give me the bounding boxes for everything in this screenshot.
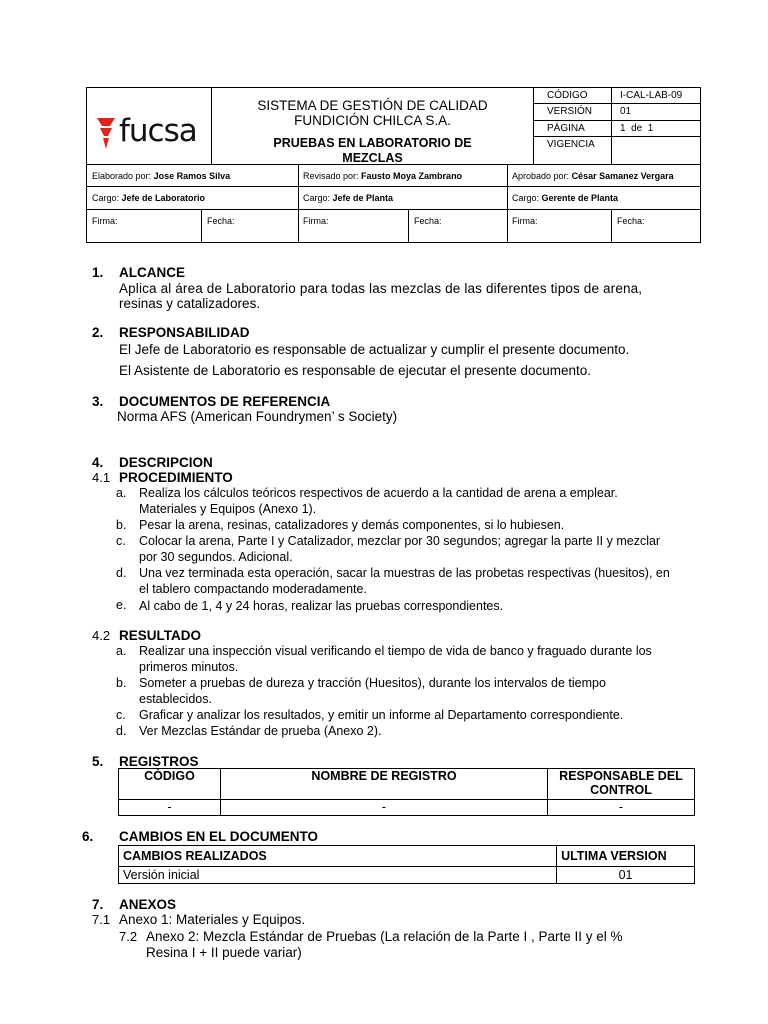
list-item: Someter a pruebas de dureza y tracción (Huesitos), durante los intervalos de tiempo [139,676,606,690]
table-cell: Versión inicial [119,867,557,884]
list-item: Realiza los cálculos teóricos respectivos de acuerdo a la cantidad de arena a emplear. [139,486,618,500]
document-title [212,136,533,166]
cargo-value: Gerente de Planta [541,193,619,203]
meta-validity-label: VIGENCIA [547,139,595,150]
section-title: DESCRIPCION [119,455,213,470]
list-item: primeros minutos. [139,660,239,674]
cargo-2 [303,193,393,203]
list-item: Una vez terminada esta operación, sacar la muestras de las probetas respectivas (huesitos), en [139,566,670,580]
list-item: Al cabo de 1, 4 y 24 horas, realizar las pruebas correspondientes. [139,599,504,613]
list-marker: c. [116,708,126,722]
subsection-title: RESULTADO [119,628,201,643]
list-item: Materiales y Equipos (Anexo 1). [139,502,317,516]
annex-number: 7.2 [119,929,138,944]
section-title: CAMBIOS EN EL DOCUMENTO [119,829,319,844]
table-header-row [119,846,695,867]
changes-table [118,845,695,884]
annex-text: Anexo 1: Materiales y Equipos. [119,912,306,927]
section-number: 7. [92,897,104,912]
section-number: 3. [92,394,104,409]
column-header-code: CÓDIGO [119,769,221,800]
prepared-by-label: Elaborado por: [92,171,152,181]
section-number: 2. [92,325,104,340]
list-item: establecidos. [139,692,212,706]
section-number: 5. [92,754,104,769]
subsection-title: PROCEDIMIENTO [119,470,233,485]
list-marker: a. [116,486,127,500]
list-marker: b. [116,676,127,690]
table-header-row [119,769,695,800]
section-text: Aplica al área de Laboratorio para todas las mezclas de las diferentes tipos de arena, [119,281,643,296]
system-title-line1: SISTEMA DE GESTIÓN DE CALIDAD [257,98,488,113]
meta-code-label: CÓDIGO [547,90,588,101]
list-marker: a. [116,644,127,658]
cargo-value: Jefe de Laboratorio [121,193,206,203]
system-title-line2: FUNDICIÓN CHILCA S.A. [294,113,451,128]
document-title-line1: PRUEBAS EN LABORATORIO DE [273,136,472,150]
section-text: El Asistente de Laboratorio es responsable de ejecutar el presente documento. [119,363,592,378]
section-number: 4. [92,455,104,470]
list-marker: d. [116,566,127,580]
reviewed-by [303,171,462,181]
list-item: por 30 segundos. Adicional. [139,550,293,564]
prepared-by-name: Jose Ramos Silva [153,171,231,181]
table-cell: - [221,800,548,816]
list-marker: c. [116,534,126,548]
date-field-label: Fecha: [207,216,235,226]
signature-field-label: Firma: [303,216,329,226]
reviewed-by-label: Revisado por: [303,171,359,181]
logo-text: fucsa [119,113,197,149]
table-cell: - [119,800,221,816]
list-item: el tablero compactando moderadamente. [139,582,367,596]
column-header-last-version: ULTIMA VERSION [557,846,695,867]
prepared-by [92,171,230,181]
table-row [119,867,695,884]
approved-by-label: Aprobado por: [512,171,570,181]
list-item: Realizar una inspección visual verificando el tiempo de vida de banco y fraguado durante los [139,644,652,658]
meta-code-value: I-CAL-LAB-09 [620,90,683,101]
section-title: RESPONSABILIDAD [119,325,250,340]
approved-by [512,171,674,181]
approved-by-name: César Samanez Vergara [571,171,674,181]
cargo-label: Cargo: [512,193,540,203]
section-title: ALCANCE [119,265,185,280]
system-title [212,98,533,128]
date-field-label: Fecha: [414,216,442,226]
list-marker: d. [116,724,127,738]
records-table [118,768,695,816]
section-text: Norma AFS (American Foundrymen’ s Society) [117,409,398,424]
list-item: Colocar la arena, Parte I y Catalizador, mezclar por 30 segundos; agregar la parte II y mezclar [139,534,661,548]
cargo-label: Cargo: [92,193,120,203]
cargo-value: Jefe de Planta [332,193,394,203]
cargo-1 [92,193,205,203]
meta-page-value: 1 de 1 [620,123,654,134]
subsection-number: 4.2 [92,628,111,643]
section-text: resinas y catalizadores. [119,296,261,311]
list-marker: e. [116,598,127,612]
meta-page-label: PÁGINA [547,123,585,134]
section-title: REGISTROS [119,754,199,769]
document-title-line2: MEZCLAS [342,151,403,165]
table-cell: - [548,800,695,816]
list-item: Graficar y analizar los resultados, y emitir un informe al Departamento correspondiente. [139,708,624,722]
list-item: Pesar la arena, resinas, catalizadores y demás componentes, si lo hubiesen. [139,518,565,532]
cargo-label: Cargo: [303,193,331,203]
subsection-number: 4.1 [92,470,111,485]
section-title: DOCUMENTOS DE REFERENCIA [119,394,331,409]
column-header-responsible-line1: RESPONSABLE DEL [559,769,683,783]
date-field-label: Fecha: [617,216,645,226]
column-header-changes: CAMBIOS REALIZADOS [119,846,557,867]
section-title: ANEXOS [119,897,177,912]
reviewed-by-name: Fausto Moya Zambrano [361,171,463,181]
column-header-responsible [548,769,695,800]
signature-field-label: Firma: [92,216,118,226]
meta-version-label: VERSIÓN [547,106,593,117]
list-marker: b. [116,518,127,532]
list-item: Ver Mezclas Estándar de prueba (Anexo 2). [139,724,382,738]
annex-text: Resina I + II puede variar) [146,945,302,960]
flame-icon [97,116,115,150]
cargo-3 [512,193,618,203]
section-number: 6. [82,829,94,844]
table-cell: 01 [557,867,695,884]
annex-text: Anexo 2: Mezcla Estándar de Pruebas (La relación de la Parte I , Parte II y el % [146,929,623,944]
signature-field-label: Firma: [512,216,538,226]
section-text: El Jefe de Laboratorio es responsable de actualizar y cumplir el presente documento. [119,342,630,357]
column-header-record-name: NOMBRE DE REGISTRO [221,769,548,800]
company-logo [97,113,207,150]
column-header-responsible-line2: CONTROL [590,783,652,797]
table-row [119,800,695,816]
meta-version-value: 01 [620,106,632,117]
section-number: 1. [92,265,104,280]
annex-number: 7.1 [92,912,111,927]
